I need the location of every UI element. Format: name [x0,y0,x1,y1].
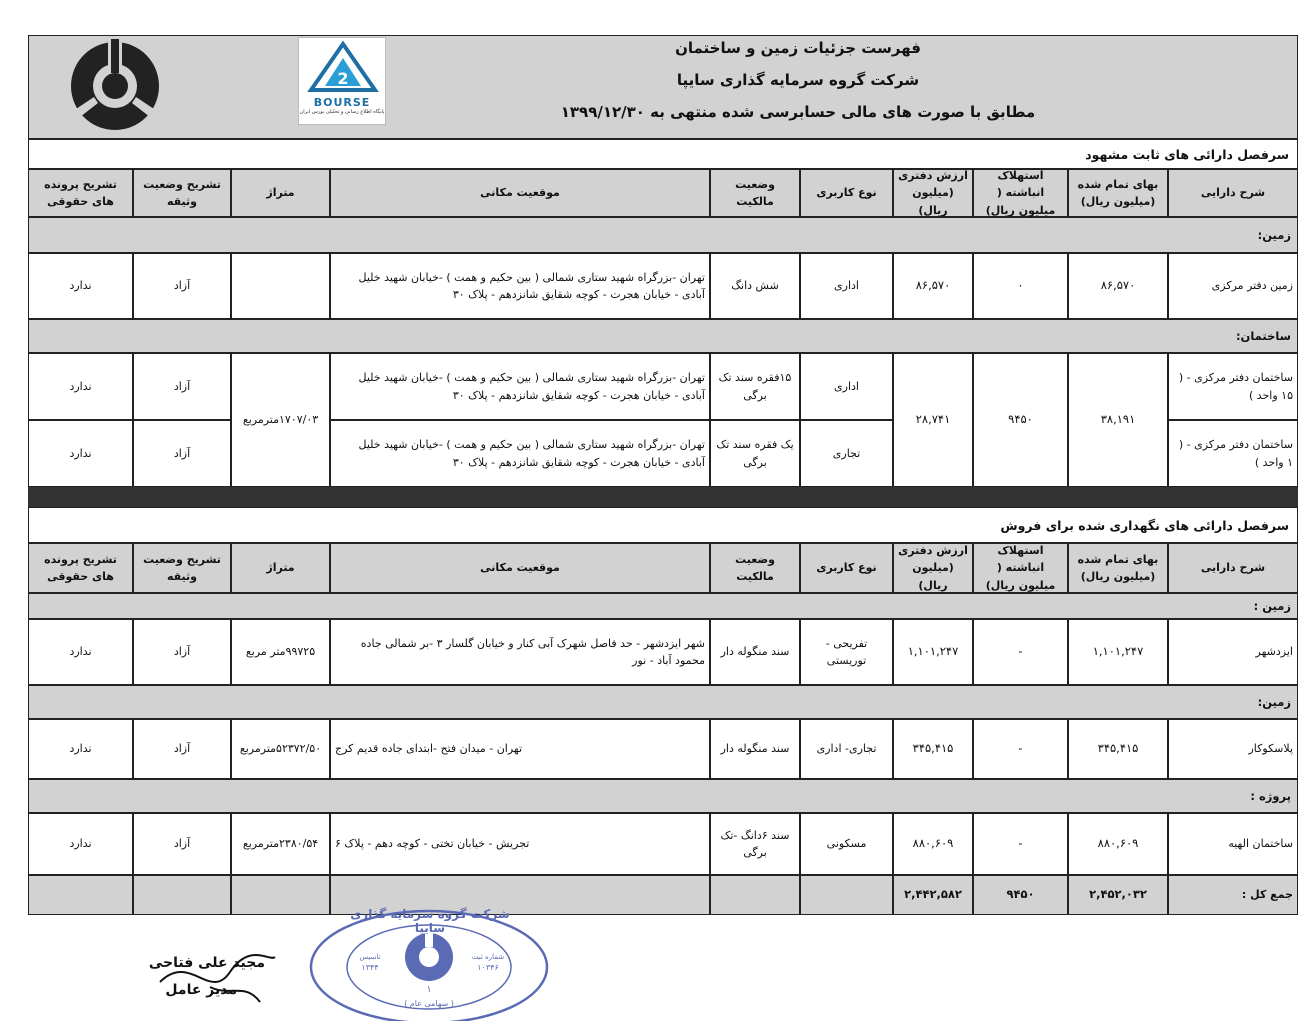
building2-desc: ساختمان دفتر مرکزی - ( ۱ واحد ) [1168,420,1298,487]
building1-collateral: آزاد [133,353,231,420]
col2-header-desc: شرح دارایی [1168,543,1298,593]
land-desc: زمین دفتر مرکزی [1168,253,1298,319]
elahieh-cost: ۸۸۰,۶۰۹ [1068,813,1168,875]
plascokar-area: ۵۲۳۷۲/۵۰مترمربع [231,719,330,779]
signature-role: مدیر عامل [165,982,237,998]
bourse-logo [298,37,386,125]
total-cost: ۲,۴۵۲,۰۳۲ [1068,875,1168,915]
plascokar-location: تهران - میدان فتح -ابتدای جاده قدیم کرج [330,719,710,779]
total-label: جمع کل : [1168,875,1298,915]
plascokar-collateral: آزاد [133,719,231,779]
izadshahr-usage: تفریحی - توریستی [800,619,893,685]
total-empty-ownership [710,875,800,915]
izadshahr-collateral: آزاد [133,619,231,685]
building1-usage: اداری [800,353,893,420]
col2-header-ownership: وضعیت مالکیت [710,543,800,593]
total-book: ۲,۴۴۲,۵۸۲ [893,875,973,915]
izadshahr-ownership: سند منگوله دار [710,619,800,685]
handwritten-signature [150,942,290,1012]
col-header-location: موقعیت مکانی [330,169,710,217]
col2-header-book: ارزش دفتری (میلیون ریال) [893,543,973,593]
izadshahr-cost: ۱,۱۰۱,۲۴۷ [1068,619,1168,685]
col-header-legal: تشریح پرونده های حقوقی [28,169,133,217]
land-usage: اداری [800,253,893,319]
building1-ownership: ۱۵فقره سند تک برگی [710,353,800,420]
land-dep: ۰ [973,253,1068,319]
land-ownership: شش دانگ [710,253,800,319]
col2-header-cost: بهای تمام شده (میلیون ریال) [1068,543,1168,593]
total-dep: ۹۴۵۰ [973,875,1068,915]
plascokar-ownership: سند منگوله دار [710,719,800,779]
building2-legal: ندارد [28,420,133,487]
elahieh-legal: ندارد [28,813,133,875]
izadshahr-book: ۱,۱۰۱,۲۴۷ [893,619,973,685]
elahieh-usage: مسکونی [800,813,893,875]
bourse-logo-subtext: پایگاه اطلاع رسانی و تحلیلی بورس ایران [299,109,385,115]
plascokar-legal: ندارد [28,719,133,779]
plascokar-cost: ۳۴۵,۴۱۵ [1068,719,1168,779]
col-header-ownership: وضعیت مالکیت [710,169,800,217]
col2-header-collateral: تشریح وضعیت وثیقه [133,543,231,593]
col-header-usage: نوع کاربری [800,169,893,217]
izadshahr-desc: ایزدشهر [1168,619,1298,685]
plascokar-book: ۳۴۵,۴۱۵ [893,719,973,779]
col-header-area: متراژ [231,169,330,217]
land-location: تهران -بزرگراه شهید ستاری شمالی ( بین حکیم و همت ) -خیابان شهید خلیل آبادی - خیابان هجرت - کوچه شقایق شانزدهم - پلاک ۳۰ [330,253,710,319]
col-header-desc: شرح دارایی [1168,169,1298,217]
col2-header-area: متراژ [231,543,330,593]
title-line-1: فهرست جزئیات زمین و ساختمان [675,39,921,57]
stamp-reg-number: ۱۰۳۴۶ [477,963,499,972]
svg-text:2: 2 [337,69,349,88]
land-collateral: آزاد [133,253,231,319]
building2-ownership: یک فقره سند تک برگی [710,420,800,487]
bourse-logo-text: BOURSE [313,96,371,109]
elahieh-ownership: سند ۶دانگ -تک برگی [710,813,800,875]
building2-collateral: آزاد [133,420,231,487]
building2-usage: تجاری [800,420,893,487]
elahieh-desc: ساختمان الهیه [1168,813,1298,875]
building-cost: ۳۸,۱۹۱ [1068,353,1168,487]
document-sheet [28,35,1298,915]
total-empty-usage [800,875,893,915]
section-separator [28,487,1298,507]
saipa-logo [68,39,162,133]
elahieh-collateral: آزاد [133,813,231,875]
stamp-founded-year: ۱۳۴۴ [361,963,379,972]
building2-location: تهران -بزرگراه شهید ستاری شمالی ( بین حکیم و همت ) -خیابان شهید خلیل آبادی - خیابان هجرت - کوچه شقایق شانزدهم - پلاک ۳۰ [330,420,710,487]
plascokar-desc: پلاسکوکار [1168,719,1298,779]
izadshahr-area: ۹۹۷۲۵متر مربع [231,619,330,685]
title-line-2: شرکت گروه سرمایه گذاری سایپا [676,71,920,89]
building-area: ۱۷۰۷/۰۳مترمربع [231,353,330,487]
stamp-reg-label: شماره ثبت [471,953,505,961]
land-book: ۸۶,۵۷۰ [893,253,973,319]
land-legal: ندارد [28,253,133,319]
elahieh-location: تجریش - خیابان تختی - کوچه دهم - پلاک ۶ [330,813,710,875]
col-header-book: ارزش دفتری (میلیون ریال) [893,169,973,217]
col2-header-usage: نوع کاربری [800,543,893,593]
land-cost: ۸۶,۵۷۰ [1068,253,1168,319]
group2-land-1: زمین : [28,593,1298,619]
izadshahr-dep: - [973,619,1068,685]
building1-location: تهران -بزرگراه شهید ستاری شمالی ( بین حکیم و همت ) -خیابان شهید خلیل آبادی - خیابان هجرت - کوچه شقایق شانزدهم - پلاک ۳۰ [330,353,710,420]
building-book: ۲۸,۷۴۱ [893,353,973,487]
izadshahr-location: شهر ایزدشهر - حد فاصل شهرک آبی کنار و خیابان گلسار ۳ -بر شمالی جاده محمود آباد - نور [330,619,710,685]
group2-project: پروژه : [28,779,1298,813]
col-header-collateral: تشریح وضعیت وثیقه [133,169,231,217]
group2-land-2: زمین: [28,685,1298,719]
izadshahr-legal: ندارد [28,619,133,685]
building-dep: ۹۴۵۰ [973,353,1068,487]
col2-header-location: موقعیت مکانی [330,543,710,593]
elahieh-book: ۸۸۰,۶۰۹ [893,813,973,875]
building1-desc: ساختمان دفتر مرکزی - ( ۱۵ واحد ) [1168,353,1298,420]
company-stamp [305,905,553,1021]
col2-header-legal: تشریح پرونده های حقوقی [28,543,133,593]
group-land: زمین: [28,217,1298,253]
section2-title: سرفصل دارائی های نگهداری شده برای فروش [28,507,1298,543]
group-building: ساختمان: [28,319,1298,353]
section1-title: سرفصل دارائی های ثابت مشهود [28,139,1298,169]
land-area [231,253,330,319]
stamp-text: شرکت گروه سرمایه گذاری سایپا [350,907,510,935]
building1-legal: ندارد [28,353,133,420]
stamp-type: ( سهامی عام ) [404,999,454,1008]
stamp-founded-label: تاسیس [359,953,381,961]
col-header-cost: بهای تمام شده (میلیون ریال) [1068,169,1168,217]
elahieh-dep: - [973,813,1068,875]
total-empty-legal [28,875,133,915]
col2-header-dep: استهلاک انباشته ( میلیون ریال) [973,543,1068,593]
elahieh-area: ۲۳۸۰/۵۴مترمربع [231,813,330,875]
signature-name: مجید علی فتاحی [148,955,265,971]
col-header-dep: استهلاک انباشته ( میلیون ریال) [973,169,1068,217]
stamp-number: ۱ [426,985,432,995]
title-line-3: مطابق با صورت های مالی حسابرسی شده منتهی به ۱۳۹۹/۱۲/۳۰ [560,103,1036,121]
plascokar-usage: تجاری- اداری [800,719,893,779]
total-empty-collateral [133,875,231,915]
plascokar-dep: - [973,719,1068,779]
